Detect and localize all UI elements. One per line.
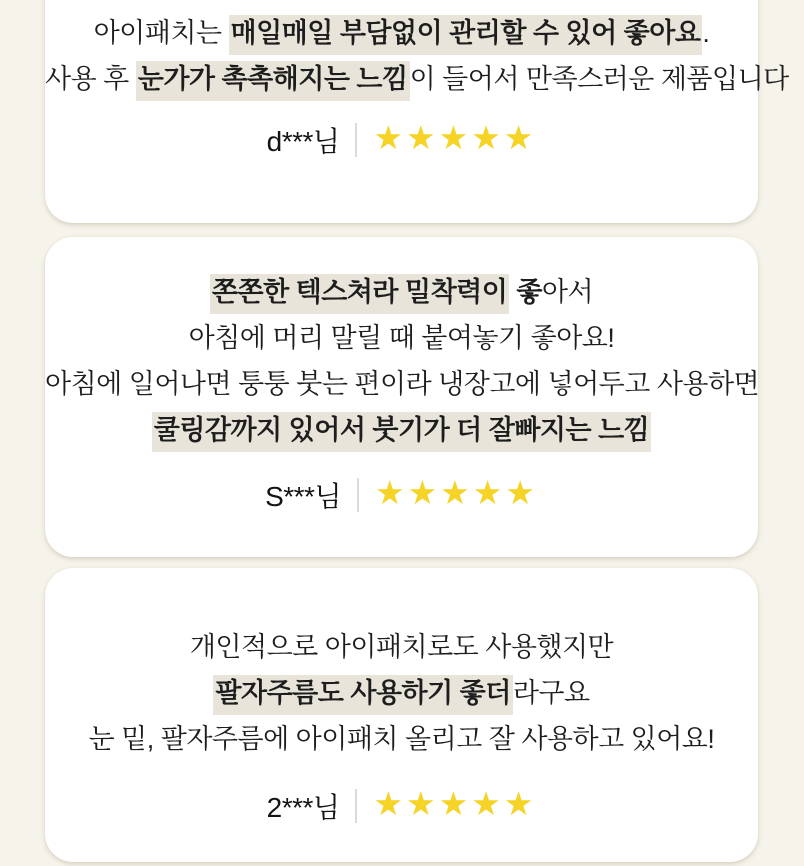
review-line	[45, 10, 758, 56]
reviewer-divider	[357, 478, 359, 512]
reviewer-name: d***님	[266, 126, 340, 157]
reviewer-row	[45, 120, 758, 160]
review-line	[45, 670, 758, 716]
reviewer-name: 2***님	[266, 792, 340, 823]
star-rating-icon: ★★★★★	[375, 474, 538, 511]
text-segment: .	[702, 18, 710, 48]
reviewer-name: S***님	[265, 481, 341, 512]
review-text	[45, 10, 789, 102]
text-segment: 개인적으로 아이패치로도 사용했지만	[189, 632, 614, 662]
review-text	[45, 269, 758, 453]
text-segment: 사용 후	[45, 64, 136, 94]
text-segment: 아이패치는	[93, 18, 229, 48]
text-segment: 이 들어서 만족스러운 제품입니다	[409, 64, 789, 94]
reviewer-row	[45, 786, 758, 826]
review-line	[45, 716, 758, 762]
review-line	[45, 315, 758, 361]
review-card	[45, 237, 758, 557]
text-segment: 라구요	[512, 678, 590, 708]
review-line	[45, 269, 758, 315]
text-segment: 아서	[541, 277, 594, 307]
text-segment: 팔자주름도 사용하기 좋더	[213, 675, 512, 715]
text-segment: 쿨링감까지 있어서 붓기가 더 잘빠지는 느낌	[152, 412, 651, 452]
review-text	[45, 624, 758, 762]
review-card	[45, 568, 758, 862]
text-segment: 눈 밑, 팔자주름에 아이패치 올리고 잘 사용하고 있어요!	[88, 724, 715, 754]
reviewer-row	[45, 475, 758, 515]
text-segment: 아침에 일어나면 퉁퉁 붓는 편이라 냉장고에 넣어두고 사용하면	[45, 369, 760, 399]
review-card	[45, 0, 789, 223]
text-segment: 아침에 머리 말릴 때 붙여놓기 좋아요!	[188, 323, 615, 353]
text-segment: 매일매일 부담없이 관리할 수 있어 좋아요	[229, 15, 703, 55]
review-line	[45, 407, 758, 453]
text-segment: 좋	[516, 277, 542, 307]
star-rating-icon: ★★★★★	[373, 785, 537, 822]
reviewer-divider	[355, 789, 357, 823]
reviewer-divider	[355, 123, 357, 157]
review-line	[45, 624, 758, 670]
review-line	[45, 361, 758, 407]
review-line	[45, 56, 789, 102]
text-segment: 쫀쫀한 텍스쳐라 밀착력이	[210, 274, 509, 314]
text-segment: 눈가가 촉촉해지는 느낌	[136, 61, 410, 101]
star-rating-icon: ★★★★★	[373, 119, 537, 156]
